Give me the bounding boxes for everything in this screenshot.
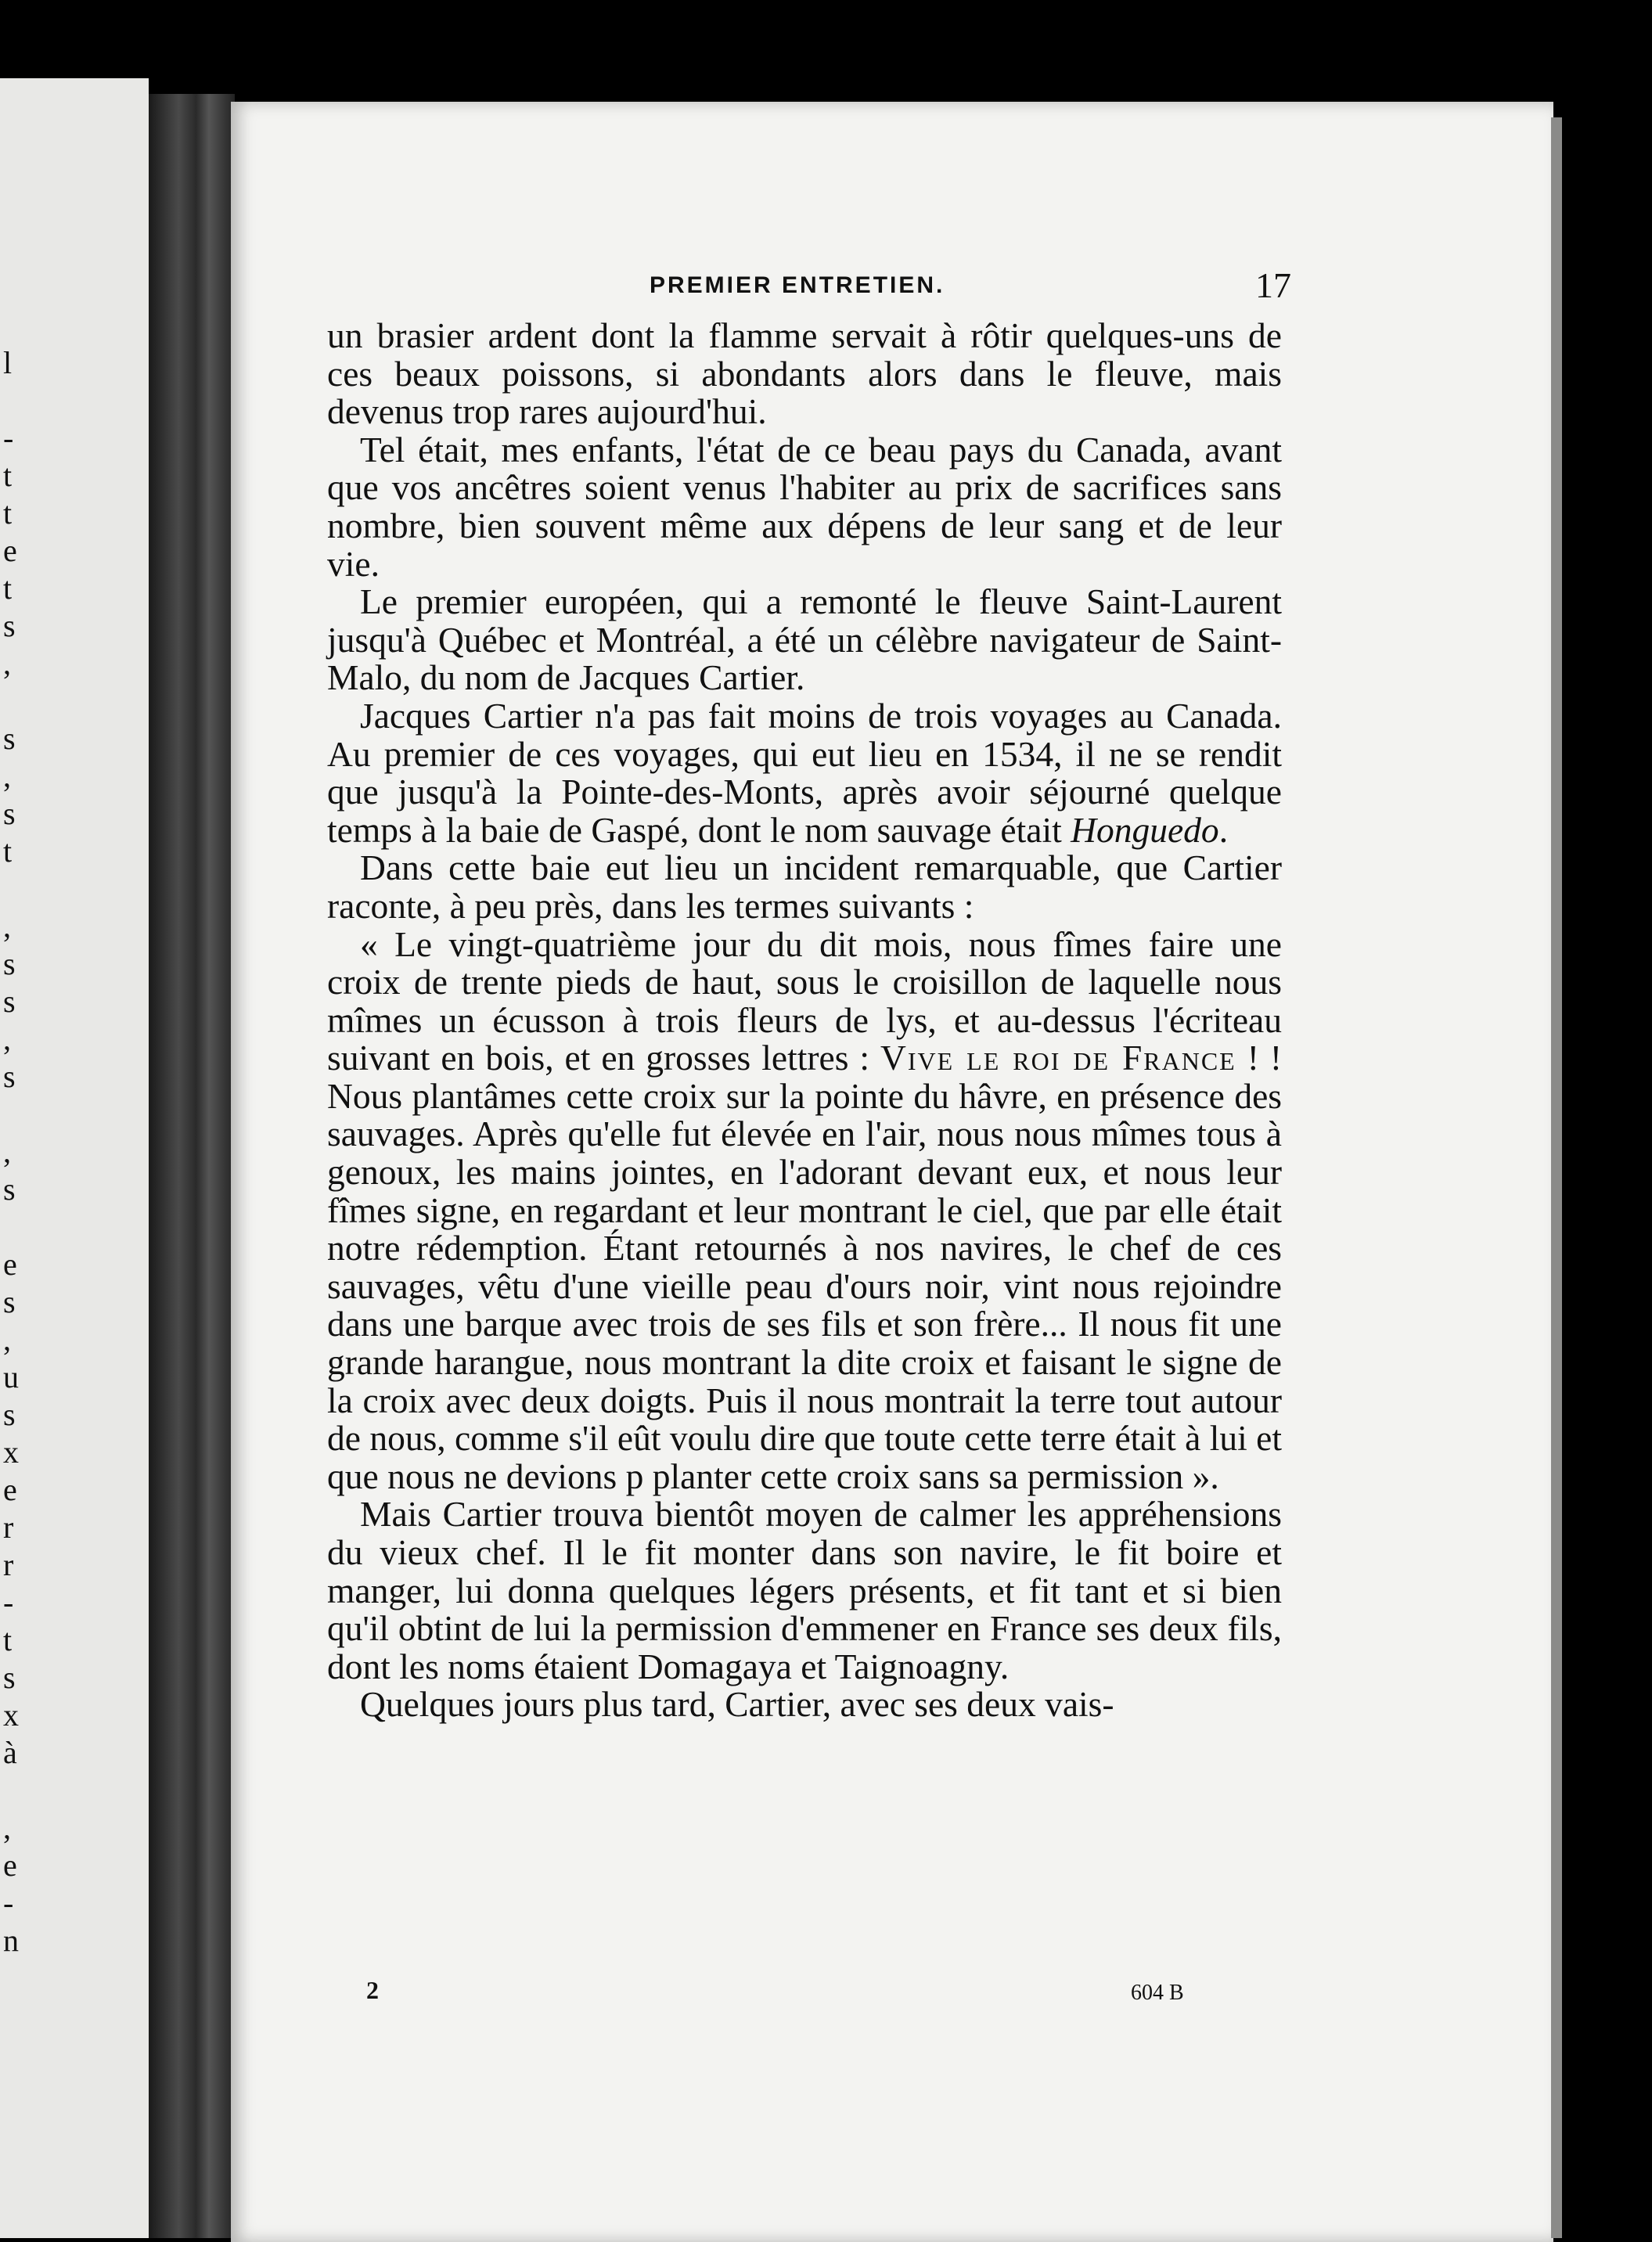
quote-text-end: ! ! Nous plantâmes cette croix sur la pointe du hâvre, en présence des sauvages. Après qu'elle fut élevée en l'air, nous nous mîmes tous à genoux, les mains jointes, en l'adorant devant eux, et nous leur fîmes signe, en regardant et leur montrant le ciel, que par elle était notre rédemption. Étant retournés à nos navires, le chef de ces sauvages, vêtu d'une vieille peau d'ours noir, vint nous rejoindre dans une barque avec trois de ses fils et son frère... Il nous fit une grande harangue, nous montrant la dite croix et faisant le signe de la croix avec deux doigts. Puis il nous montrait la terre tout autour de nous, comme s'il eût voulu dire que toute cette terre était à lui et que nous ne devions p planter cette croix sans sa permission ».: [327, 1038, 1282, 1496]
margin-char: [0, 1096, 31, 1133]
margin-char: s: [3, 946, 16, 981]
margin-char: [0, 382, 31, 419]
print-code: 604 B: [1131, 1981, 1184, 2005]
margin-char: ,: [3, 646, 11, 681]
previous-page-edge: [0, 78, 149, 2238]
book-gutter: [149, 94, 235, 2238]
margin-char: [0, 870, 31, 908]
page-footer: [360, 1976, 1221, 2015]
paragraph-4: [327, 697, 1282, 849]
margin-char: s: [3, 1059, 16, 1094]
margin-char: u: [3, 1359, 19, 1395]
paragraph-6-quote: [327, 923, 1282, 1496]
margin-char: ,: [3, 758, 11, 794]
page-header: [415, 266, 1291, 313]
margin-char: l: [3, 345, 13, 380]
margin-char: ,: [3, 1134, 11, 1169]
margin-char: s: [3, 796, 16, 831]
margin-char: n: [3, 1923, 19, 1958]
body-text: [327, 317, 1282, 1724]
paragraph-5: Dans cette baie eut lieu un incident remarquable, que Cartier raconte, à peu près, dans les termes suivants :: [327, 847, 1282, 926]
margin-char: [0, 1772, 31, 1809]
margin-char: t: [3, 1622, 13, 1657]
paragraph-8: Quelques jours plus tard, Cartier, avec ses deux vais-: [360, 1684, 1114, 1725]
margin-char: e: [3, 1247, 17, 1282]
margin-char: e: [3, 1848, 17, 1883]
page-number: 17: [1255, 265, 1291, 305]
margin-char: s: [3, 1660, 16, 1695]
margin-char: -: [3, 1885, 14, 1920]
margin-char: à: [3, 1735, 17, 1770]
margin-char: e: [3, 533, 17, 568]
previous-page-margin-text: [0, 344, 31, 2066]
margin-char: s: [3, 608, 16, 643]
paragraph-4-text: Jacques Cartier n'a pas fait moins de trois voyages au Canada. Au premier de ces voyages, qui eut lieu en 1534, il ne se rendit que jusqu'à la Pointe-des-Monts, après avoir séjourné quelque temps à la baie de Gaspé, dont le nom sauvage était: [327, 695, 1282, 850]
margin-char: s: [3, 1397, 16, 1432]
margin-char: [0, 682, 31, 720]
margin-char: t: [3, 570, 13, 606]
margin-char: ,: [3, 1021, 11, 1056]
inscription-small-caps: Vive le roi de France: [880, 1038, 1236, 1078]
signature-mark: 2: [366, 1976, 379, 2004]
margin-char: -: [3, 1585, 14, 1620]
margin-char: s: [3, 984, 16, 1019]
margin-char: [0, 1208, 31, 1246]
margin-char: e: [3, 1472, 17, 1507]
place-name-italic: Honguedo: [1071, 809, 1219, 850]
paragraph-3: Le premier européen, qui a remonté le fleuve Saint-Laurent jusqu'à Québec et Montréal, a été un célèbre navigateur de Saint-Malo, du nom de Jacques Cartier.: [327, 581, 1282, 698]
paragraph-2: Tel était, mes enfants, l'état de ce beau pays du Canada, avant que vos ancêtres soient venus l'habiter au prix de sacrifices sans nombre, bien souvent même aux dépens de leur sang et de leur vie.: [327, 429, 1282, 584]
margin-char: r: [3, 1510, 14, 1545]
margin-char: -: [3, 420, 14, 455]
margin-char: ,: [3, 909, 11, 944]
quote-text-start: « Le vingt-quatrième jour du dit mois, nous fîmes faire une croix de trente pieds de haut, sous le croisillon de laquelle nous mîmes un écusson à trois fleurs de lys, et au-dessus l'écriteau suivant en bois, et en grosses lettres :: [327, 923, 1282, 1078]
margin-char: t: [3, 833, 13, 869]
page-edge: [1551, 117, 1562, 2238]
margin-char: ,: [3, 1810, 11, 1845]
margin-char: x: [3, 1697, 19, 1733]
running-head: PREMIER ENTRETIEN.: [650, 272, 945, 298]
margin-char: s: [3, 721, 16, 756]
margin-char: t: [3, 495, 13, 531]
margin-char: s: [3, 1171, 16, 1207]
paragraph-1: un brasier ardent dont la flamme servait à rôtir quelques-uns de ces beaux poissons, si abondants alors dans le fleuve, mais devenus trop rares aujourd'hui.: [327, 315, 1282, 432]
paragraph-4-end: .: [1218, 809, 1229, 850]
paragraph-7: Mais Cartier trouva bientôt moyen de calmer les appréhensions du vieux chef. Il le fit monter dans son navire, le fit boire et manger, lui donna quelques légers présents, et fit tant et si bien qu'il obtint de lui la permission d'emmener en France ses deux fils, dont les noms étaient Domagaya et Taignoagny.: [327, 1494, 1282, 1686]
margin-char: t: [3, 458, 13, 493]
margin-char: s: [3, 1284, 16, 1319]
margin-char: r: [3, 1547, 14, 1582]
margin-char: ,: [3, 1322, 11, 1357]
margin-char: x: [3, 1434, 19, 1470]
